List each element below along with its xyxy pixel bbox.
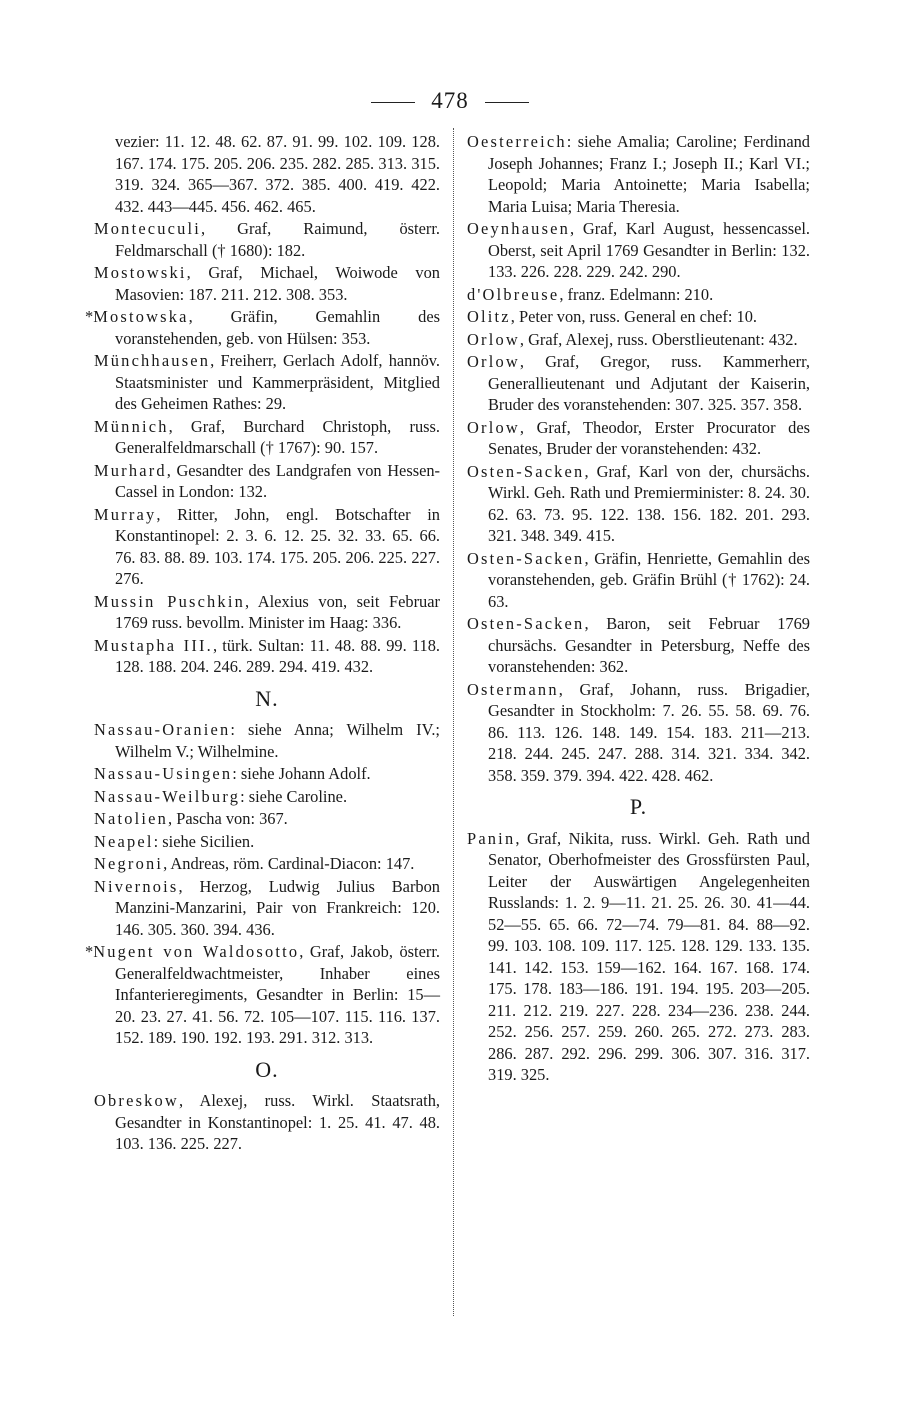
- entry-name: Nassau-Weilburg: [94, 786, 241, 806]
- index-entry: [467, 351, 810, 416]
- entry-text: : siehe Johann Adolf.: [232, 764, 371, 783]
- left-column: [85, 131, 440, 1156]
- index-entry: [467, 679, 810, 787]
- entry-text: , Graf, Gregor, russ. Kammerherr, Generallieutenant und Adjutant der Kaiserin, Bruder des voranstehenden: 307. 325. 357. 358.: [488, 352, 810, 414]
- entry-name: Oesterreich: [467, 132, 567, 151]
- section-heading: O.: [255, 1056, 279, 1082]
- entry-text: , Gesandter des Landgrafen von Hessen-Cassel in London: 132.: [115, 460, 440, 501]
- entry-name: Murray: [94, 504, 157, 524]
- entry-name: Panin: [467, 828, 516, 848]
- entry-name: Natolien: [94, 809, 169, 828]
- entry-text: : siehe Amalia; Caroline; Ferdinand Joseph Johannes; Franz I.; Joseph II.; Karl VI.; Leopold; Maria Antoinette; Maria Isabella; Maria Luisa; Maria Theresia.: [488, 132, 810, 216]
- page-number: 478: [431, 88, 469, 113]
- index-entry: [94, 350, 440, 415]
- header-dash-right: [485, 102, 529, 103]
- entry-name: Münnich: [94, 416, 169, 436]
- index-entry: [467, 284, 810, 306]
- index-entry: [467, 613, 810, 678]
- entry-text: , türk. Sultan: 11. 48. 88. 99. 118. 128. 188. 204. 246. 289. 294. 419. 432.: [115, 635, 440, 676]
- index-entry: [94, 591, 440, 634]
- entry-text: , Alexius von, seit Februar 1769 russ. bevollm. Minister im Haag: 336.: [115, 591, 440, 632]
- index-entry: [94, 831, 440, 853]
- entry-name: Osten-Sacken: [467, 461, 585, 481]
- entry-text: , Graf, Nikita, russ. Wirkl. Geh. Rath und Senator, Oberhofmeister des Grossfürsten Paul, Leiter der Auswärtigen Angelegenheiten Russlands: 1. 2. 9—11. 21. 25. 26. 30. 41—44. 52—55. 65. 66. 72—74. 79—81. 84. 88—92. 99. 103. 108. 109. 117. 125. 128. 129. 133. 135. 141. 142. 153. 159—162. 164. 167. 168. 174. 175. 178. 183—186. 191. 194. 195. 203—205. 211. 212. 219. 227. 228. 234—236. 238. 244. 252. 256. 257. 259. 260. 265. 272. 273. 283. 286. 287. 292. 296. 299. 306. 307. 316. 317. 319. 325.: [488, 828, 810, 1084]
- index-entry: [467, 218, 810, 283]
- column-divider: [453, 128, 454, 1316]
- entry-text: , Baron, seit Februar 1769 chursächs. Gesandter in Petersburg, Neffe des voranstehenden: 362.: [488, 614, 810, 676]
- entry-name: Nassau-Oranien: [94, 720, 231, 739]
- entry-text: , Peter von, russ. General en chef: 10.: [510, 307, 758, 326]
- index-entry: [94, 853, 440, 875]
- entry-name: Montecuculi: [94, 219, 202, 238]
- entry-name: Nassau-Usingen: [94, 764, 233, 783]
- index-entry: [94, 876, 440, 941]
- index-entry: [467, 461, 810, 547]
- entry-name: Osten-Sacken: [467, 614, 585, 633]
- entry-text: , Freiherr, Gerlach Adolf, hannöv. Staatsminister und Kammerpräsident, Mitglied des Geheimen Rathes: 29.: [115, 351, 440, 413]
- entry-name: Oeynhausen: [467, 219, 571, 238]
- entry-text: , Graf, Burchard Christoph, russ. Generalfeldmarschall († 1767): 90. 157.: [115, 416, 440, 457]
- right-column: [467, 131, 810, 1087]
- index-entry: [94, 786, 440, 808]
- entry-name: Osten-Sacken: [467, 548, 585, 568]
- entry-text: , Graf, Alexej, russ. Oberstlieutenant: 432.: [519, 329, 798, 349]
- section-heading: P.: [629, 794, 648, 819]
- entry-name: Mostowska: [93, 307, 189, 326]
- entry-text: , Graf, Theodor, Erster Procurator des Senates, Bruder der voranstehenden: 432.: [488, 417, 810, 458]
- entry-name: Orlow: [467, 417, 520, 437]
- entry-text: : siehe Anna; Wilhelm IV.; Wilhelm V.; Wilhelmine.: [115, 720, 440, 761]
- entry-name: Murhard: [94, 460, 167, 480]
- header-dash-left: [371, 102, 415, 103]
- index-entry: [94, 218, 440, 261]
- entry-name: Ostermann: [467, 679, 559, 699]
- index-entry: [94, 719, 440, 762]
- entry-asterisk: *: [85, 307, 94, 326]
- page-header: [0, 88, 900, 114]
- entry-text: , Alexej, russ. Wirkl. Staatsrath, Gesandter in Konstantinopel: 1. 25. 41. 47. 48. 103. 136. 225. 227.: [115, 1091, 440, 1153]
- entry-name: Obreskow: [94, 1091, 179, 1110]
- entry-name: Olitz: [467, 307, 511, 326]
- index-entry: [94, 262, 440, 305]
- index-entry: [467, 417, 810, 460]
- entry-name: Mussin Puschkin: [94, 591, 245, 611]
- entry-text: : siehe Sicilien.: [153, 831, 255, 851]
- index-entry: [85, 306, 440, 349]
- index-entry: [94, 416, 440, 459]
- entry-asterisk: *: [85, 942, 94, 961]
- section-heading: N.: [255, 685, 279, 711]
- index-entry: [467, 131, 810, 217]
- index-entry-continued: [94, 131, 440, 217]
- index-entry: [94, 808, 440, 830]
- index-entry: [94, 460, 440, 503]
- entry-text: , Andreas, röm. Cardinal-Diacon: 147.: [163, 854, 415, 873]
- entry-text: , Graf, Raimund, österr. Feldmarschall († 1680): 182.: [115, 219, 440, 260]
- index-entry: [85, 941, 440, 1049]
- entry-text: : siehe Caroline.: [240, 786, 348, 806]
- entry-name: Mostowski: [94, 263, 187, 282]
- entry-text: , Gräfin, Henriette, Gemahlin des voranstehenden, geb. Gräfin Brühl († 1762): 24. 63.: [488, 548, 810, 611]
- entry-name: Negroni: [94, 854, 164, 873]
- entry-text: , Gräfin, Gemahlin des voranstehenden, geb. von Hülsen: 353.: [115, 307, 440, 348]
- index-entry: [467, 329, 810, 351]
- index-entry: [94, 1090, 440, 1155]
- index-entry: [467, 306, 810, 328]
- entry-text: , Herzog, Ludwig Julius Barbon Manzini-Manzarini, Pair von Frankreich: 120. 146. 305. 360. 394. 436.: [115, 876, 440, 939]
- index-entry: [94, 635, 440, 678]
- index-entry: [94, 763, 440, 785]
- entry-text: , Graf, Jakob, österr. Generalfeldwachtmeister, Inhaber eines Infanterieregiments, Gesandter in Berlin: 15—20. 23. 27. 41. 56. 72. 105—107. 115. 116. 137. 152. 189. 190. 192. 193. 291. 312. 313.: [115, 942, 440, 1047]
- entry-name: Nivernois: [94, 876, 179, 896]
- entry-name: d'Olbreuse: [467, 284, 560, 304]
- entry-text: , Graf, Johann, russ. Brigadier, Gesandter in Stockholm: 7. 26. 55. 58. 69. 76. 86. 113. 126. 148. 149. 154. 183. 211—213. 218. 244. 245. 247. 288. 314. 321. 334. 342. 358. 359. 379. 394. 422. 428. 462.: [488, 679, 810, 785]
- index-entry: [94, 504, 440, 590]
- entry-text: , Graf, Michael, Woiwode von Masovien: 187. 211. 212. 308. 353.: [115, 263, 440, 304]
- index-entry: [467, 548, 810, 613]
- entry-text: , Graf, Karl August, hessencassel. Oberst, seit April 1769 Gesandter in Berlin: 132. 133. 226. 228. 229. 242. 290.: [488, 219, 810, 281]
- entry-text: vezier: 11. 12. 48. 62. 87. 91. 99. 102. 109. 128. 167. 174. 175. 205. 206. 235. 282. 285. 313. 315. 319. 324. 365—367. 372. 385. 400. 419. 422. 432. 443—445. 456. 462. 465.: [115, 132, 440, 216]
- entry-text: , Ritter, John, engl. Botschafter in Konstantinopel: 2. 3. 6. 12. 25. 32. 33. 65. 66. 76. 83. 88. 89. 103. 174. 175. 205. 206. 225. 227. 276.: [115, 504, 440, 588]
- entry-name: Orlow: [467, 352, 520, 371]
- entry-name: Mustapha III.: [94, 635, 213, 655]
- entry-name: Neapel: [94, 831, 154, 851]
- entry-text: , Pascha von: 367.: [168, 809, 288, 828]
- index-entry: [467, 828, 810, 1086]
- entry-text: , franz. Edelmann: 210.: [559, 284, 714, 304]
- entry-text: , Graf, Karl von der, chursächs. Wirkl. Geh. Rath und Premierminister: 8. 24. 30. 62. 63. 73. 95. 122. 138. 156. 182. 201. 293. 321. 348. 349. 415.: [488, 461, 810, 545]
- entry-name: Orlow: [467, 329, 520, 349]
- entry-name: Nugent von Waldosotto: [93, 942, 300, 961]
- entry-name: Münchhausen: [94, 351, 211, 370]
